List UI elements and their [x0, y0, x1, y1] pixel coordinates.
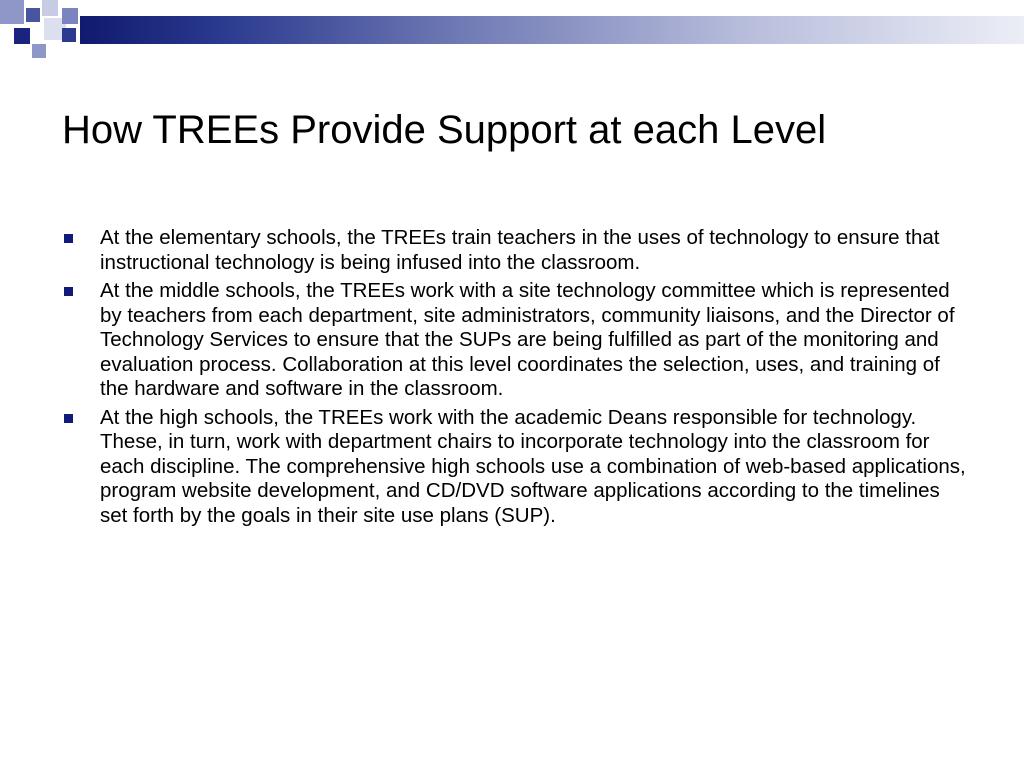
decor-square [26, 8, 40, 22]
bullet-text: At the elementary schools, the TREEs train teachers in the uses of technology to ensure that instructional technology is being infused into the classroom. [100, 226, 940, 274]
decor-square [62, 28, 76, 42]
bullet-text: At the high schools, the TREEs work with the academic Deans responsible for technology. These, in turn, work with department chairs to incorporate technology into the classroom for each discipline. The comprehensive high schools use a combination of web-based applications, program website development, and CD/DVD software applications according to the timelines set forth by the goals in their site use plans (SUP). [100, 405, 966, 527]
bullet-list [62, 226, 972, 532]
slide-title: How TREEs Provide Support at each Level [62, 108, 827, 152]
decor-square [0, 0, 24, 24]
decor-square [14, 28, 30, 44]
header-gradient-band [80, 16, 1024, 44]
bullet-text: At the middle schools, the TREEs work with a site technology committee which is represented by teachers from each department, site administrators, community liaisons, and the Director of Technology Services to ensure that the SUPs are being fulfilled as part of the monitoring and evaluation process. Collaboration at this level coordinates the selection, uses, and training of the hardware and software in the classroom. [100, 279, 955, 400]
decor-square [62, 8, 78, 24]
bullet-item-middle [62, 279, 972, 402]
decor-square [32, 44, 46, 58]
square-bullet-icon [64, 234, 73, 243]
square-bullet-icon [64, 287, 73, 296]
square-bullet-icon [64, 414, 73, 423]
bullet-item-high [62, 406, 972, 529]
bullet-item-elementary [62, 226, 972, 275]
decor-square [42, 0, 58, 16]
